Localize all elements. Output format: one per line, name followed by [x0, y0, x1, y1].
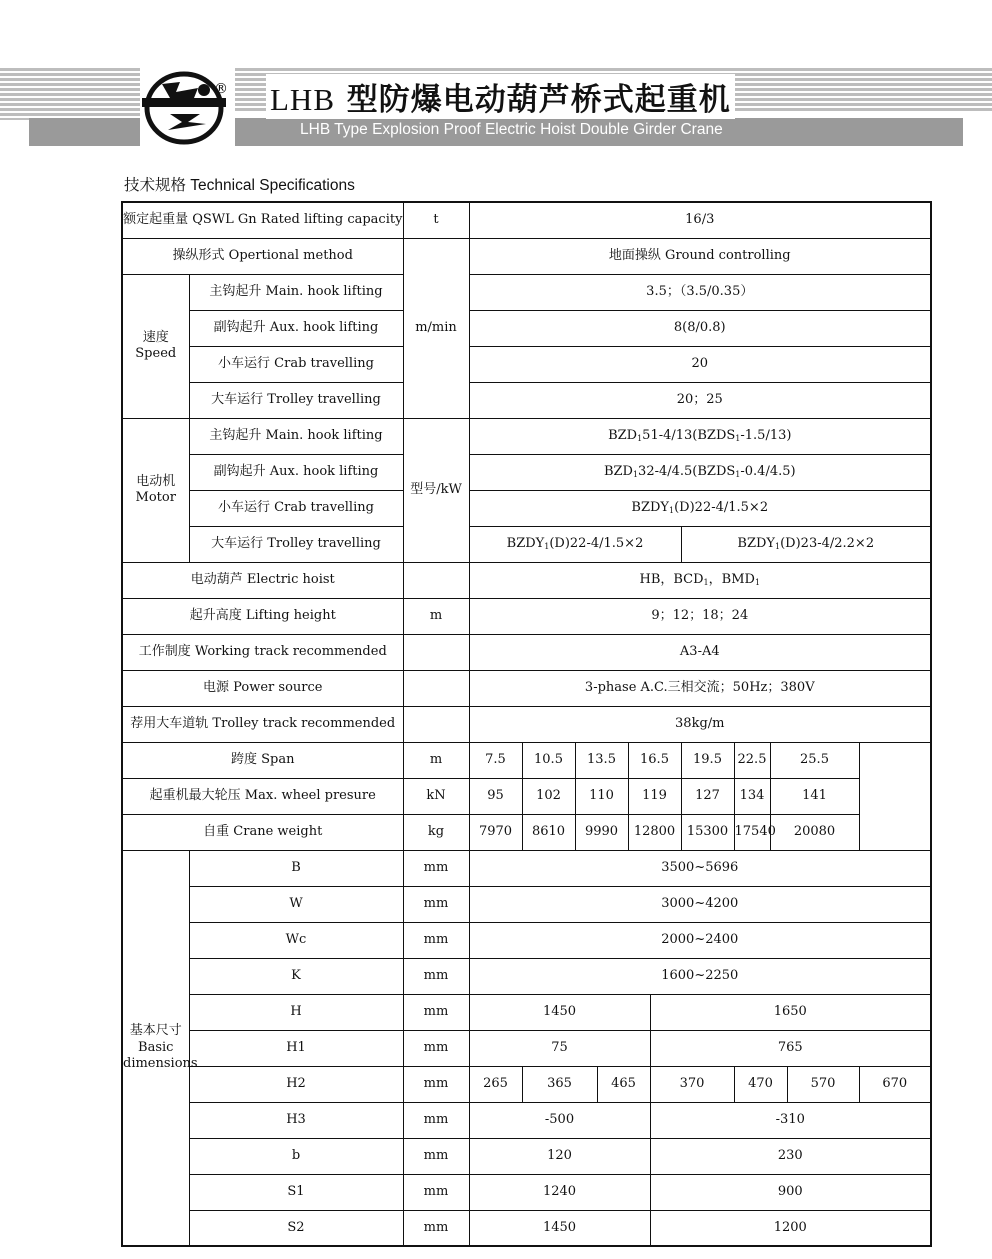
motor-trolley-value-a: $BZDY_1(D)22-4/1.5\times 2$ — [469, 526, 681, 562]
title-latin: LHB — [270, 82, 335, 117]
speed-row-value: 3.5；（3.5/0.35） — [469, 274, 931, 310]
unit-cell: m — [403, 598, 469, 634]
power-label: 电源 Power source — [122, 670, 403, 706]
dim-value: 75 — [469, 1030, 650, 1066]
unit-cell: t — [403, 202, 469, 238]
dim-value: 1450 — [469, 994, 650, 1030]
table-row — [122, 922, 931, 958]
hoist-label: 电动葫芦 Electric hoist — [122, 562, 403, 598]
weight-value: 17540 — [734, 814, 770, 850]
operation-value: 地面操纵 Ground controlling — [469, 238, 931, 274]
power-value: 3-phase A.C.三相交流；50Hz；380V — [469, 670, 931, 706]
dim-value: 2000~2400 — [469, 922, 931, 958]
wheel-value: 110 — [575, 778, 628, 814]
table-row — [122, 202, 931, 238]
span-value: 16.5 — [628, 742, 681, 778]
dim-label: H — [189, 994, 403, 1030]
spec-table — [121, 201, 932, 1247]
working-value: A3-A4 — [469, 634, 931, 670]
unit-cell: kN — [403, 778, 469, 814]
dim-value: 465 — [597, 1066, 650, 1102]
table-row — [122, 778, 931, 814]
table-row — [122, 382, 931, 418]
dim-label: Wc — [189, 922, 403, 958]
wheel-value: 127 — [681, 778, 734, 814]
dim-label: H3 — [189, 1102, 403, 1138]
table-row — [122, 1138, 931, 1174]
unit-cell: mm — [403, 1102, 469, 1138]
track-value: 38kg/m — [469, 706, 931, 742]
table-row — [122, 526, 931, 562]
table-row — [122, 634, 931, 670]
dim-value: 1450 — [469, 1210, 650, 1246]
dim-value: -500 — [469, 1102, 650, 1138]
motor-group-label: 电动机 Motor — [122, 418, 189, 562]
dim-value: 365 — [522, 1066, 597, 1102]
span-value: 25.5 — [770, 742, 859, 778]
header-bar-left — [29, 118, 140, 146]
unit-cell: m — [403, 742, 469, 778]
unit-cell — [403, 562, 469, 598]
dim-value: 1240 — [469, 1174, 650, 1210]
motor-row-value: $BZD_151-4/13(BZDS_1-1.5/13)$ — [469, 418, 931, 454]
unit-cell: mm — [403, 922, 469, 958]
motor-row-value: $BZD_132-4/4.5(BZDS_1-0.4/4.5)$ — [469, 454, 931, 490]
page-subtitle: LHB Type Explosion Proof Electric Hoist Double Girder Crane — [300, 121, 723, 138]
unit-cell: mm — [403, 994, 469, 1030]
dim-value: -310 — [650, 1102, 931, 1138]
unit-cell: mm — [403, 1210, 469, 1246]
table-row — [122, 562, 931, 598]
dim-value: 470 — [734, 1066, 787, 1102]
wheel-value: 134 — [734, 778, 770, 814]
span-value: 19.5 — [681, 742, 734, 778]
motor-row-label: 主钩起升 Main. hook lifting — [189, 418, 403, 454]
section-title: 技术规格 Technical Specifications — [124, 177, 355, 194]
span-value: 22.5 — [734, 742, 770, 778]
dim-label: B — [189, 850, 403, 886]
table-row — [122, 1210, 931, 1246]
span-value: 13.5 — [575, 742, 628, 778]
table-row — [122, 670, 931, 706]
dim-label: S2 — [189, 1210, 403, 1246]
basic-group-label: 基本尺寸 Basic dimensions — [122, 850, 189, 1246]
table-row — [122, 1066, 931, 1102]
dim-value: 1200 — [650, 1210, 931, 1246]
speed-group-label: 速度 Speed — [122, 274, 189, 418]
dim-value: 1650 — [650, 994, 931, 1030]
page-title — [266, 74, 735, 119]
table-row — [122, 274, 931, 310]
dim-value: 570 — [787, 1066, 859, 1102]
weight-value: 7970 — [469, 814, 522, 850]
weight-label: 自重 Crane weight — [122, 814, 403, 850]
company-logo — [140, 68, 235, 146]
speed-row-value: 20；25 — [469, 382, 931, 418]
table-row — [122, 958, 931, 994]
wheel-value: 95 — [469, 778, 522, 814]
span-label: 跨度 Span — [122, 742, 403, 778]
wheel-label: 起重机最大轮压 Max. wheel presure — [122, 778, 403, 814]
table-row — [122, 1174, 931, 1210]
weight-value: 20080 — [770, 814, 859, 850]
motor-row-label: 副钩起升 Aux. hook lifting — [189, 454, 403, 490]
table-row — [122, 454, 931, 490]
dim-value: 1600~2250 — [469, 958, 931, 994]
unit-cell: mm — [403, 958, 469, 994]
span-value: 10.5 — [522, 742, 575, 778]
dim-value: 670 — [859, 1066, 931, 1102]
unit-cell: mm — [403, 1030, 469, 1066]
speed-row-value: 8(8/0.8) — [469, 310, 931, 346]
title-chinese: 型防爆电动葫芦桥式起重机 — [346, 82, 731, 118]
table-row — [122, 1030, 931, 1066]
dim-label: H1 — [189, 1030, 403, 1066]
table-row — [122, 814, 931, 850]
speed-row-value: 20 — [469, 346, 931, 382]
motor-unit: 型号/kW — [403, 418, 469, 562]
motor-row-value: $BZDY_1(D)22-4/1.5\times 2$ — [469, 490, 931, 526]
weight-value: 8610 — [522, 814, 575, 850]
dim-value: 230 — [650, 1138, 931, 1174]
speed-row-label: 大车运行 Trolley travelling — [189, 382, 403, 418]
span-value: 7.5 — [469, 742, 522, 778]
unit-cell: mm — [403, 850, 469, 886]
dim-label: S1 — [189, 1174, 403, 1210]
speed-row-label: 小车运行 Crab travelling — [189, 346, 403, 382]
table-row — [122, 238, 931, 274]
speed-row-label: 主钩起升 Main. hook lifting — [189, 274, 403, 310]
speed-row-label: 副钩起升 Aux. hook lifting — [189, 310, 403, 346]
header-stripes-left — [0, 68, 140, 120]
weight-value: 12800 — [628, 814, 681, 850]
unit-cell: mm — [403, 886, 469, 922]
dim-value: 765 — [650, 1030, 931, 1066]
dim-label: H2 — [189, 1066, 403, 1102]
table-row — [122, 598, 931, 634]
table-row — [122, 418, 931, 454]
weight-value: 15300 — [681, 814, 734, 850]
motor-row-label: 小车运行 Crab travelling — [189, 490, 403, 526]
table-row — [122, 1102, 931, 1138]
lifting-height-label: 起升高度 Lifting height — [122, 598, 403, 634]
unit-cell — [403, 706, 469, 742]
table-row — [122, 742, 931, 778]
weight-value: 9990 — [575, 814, 628, 850]
unit-cell: kg — [403, 814, 469, 850]
unit-cell — [403, 634, 469, 670]
table-row — [122, 886, 931, 922]
motor-trolley-value-b: $BZDY_1(D)23-4/2.2\times 2$ — [681, 526, 931, 562]
working-label: 工作制度 Working track recommended — [122, 634, 403, 670]
table-row — [122, 994, 931, 1030]
dim-label: b — [189, 1138, 403, 1174]
logo-emblem-icon — [140, 68, 235, 146]
dim-label: K — [189, 958, 403, 994]
unit-cell: mm — [403, 1174, 469, 1210]
wheel-value: 141 — [770, 778, 859, 814]
dim-value: 3000~4200 — [469, 886, 931, 922]
table-row — [122, 346, 931, 382]
dim-label: W — [189, 886, 403, 922]
lifting-height-value: 9；12；18；24 — [469, 598, 931, 634]
operation-label: 操纵形式 Opertional method — [122, 238, 403, 274]
rated-capacity-label: 额定起重量 QSWL Gn Rated lifting capacity — [122, 202, 403, 238]
track-label: 荐用大车道轨 Trolley track recommended — [122, 706, 403, 742]
dim-value: 3500~5696 — [469, 850, 931, 886]
motor-row-label: 大车运行 Trolley travelling — [189, 526, 403, 562]
wheel-value: 119 — [628, 778, 681, 814]
unit-cell — [403, 670, 469, 706]
speed-unit: m/min — [403, 238, 469, 418]
rated-capacity-value: 16/3 — [469, 202, 931, 238]
dim-value: 120 — [469, 1138, 650, 1174]
dim-value: 265 — [469, 1066, 522, 1102]
unit-cell: mm — [403, 1066, 469, 1102]
table-row — [122, 706, 931, 742]
unit-cell: mm — [403, 1138, 469, 1174]
dim-value: 370 — [650, 1066, 734, 1102]
hoist-value: HB，$BCD_1$，$BMD_1$ — [469, 562, 931, 598]
table-row — [122, 310, 931, 346]
table-row — [122, 850, 931, 886]
table-row — [122, 490, 931, 526]
wheel-value: 102 — [522, 778, 575, 814]
registered-mark: ® — [214, 81, 228, 97]
dim-value: 900 — [650, 1174, 931, 1210]
